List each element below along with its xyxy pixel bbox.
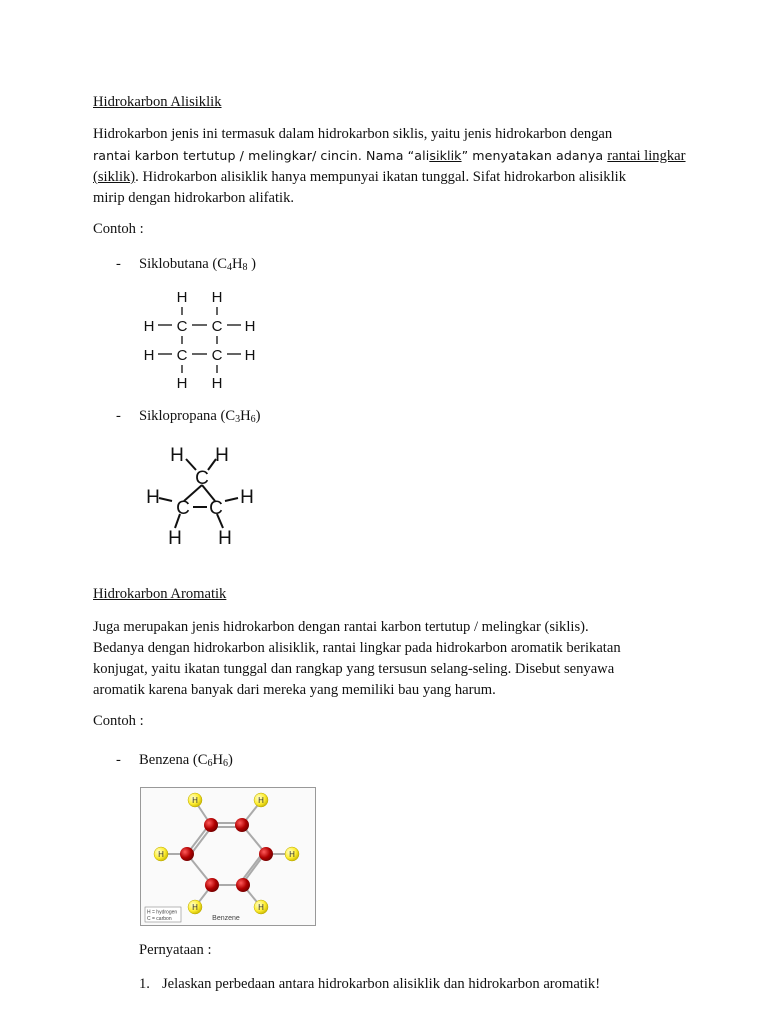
- atom-c: C: [211, 318, 223, 335]
- atom-c: C: [209, 498, 223, 519]
- atom-h: H: [240, 487, 254, 508]
- para-line: Juga merupakan jenis hidrokarbon dengan rantai karbon tertutup / melingkar (siklis).: [93, 619, 589, 635]
- section-title-alisiklik: Hidrokarbon Alisiklik: [93, 94, 222, 110]
- bullet-dash: -: [116, 256, 121, 272]
- atom-h: H: [215, 445, 229, 466]
- benzene-caption: Benzene: [212, 915, 240, 922]
- legend-carbon: C = carbon: [147, 916, 172, 922]
- para-line: mirip dengan hidrokarbon alifatik.: [93, 190, 295, 206]
- atom-h: H: [146, 487, 160, 508]
- questions-heading: Pernyataan :: [139, 942, 212, 958]
- atom-h: H: [258, 903, 264, 912]
- example-siklobutana: Siklobutana ($C_4H_8$ ): [139, 256, 257, 273]
- para-line: Bedanya dengan hidrokarbon alisiklik, rantai lingkar pada hidrokarbon aromatik berikatan: [93, 640, 621, 656]
- atom-h: H: [176, 375, 188, 392]
- benzene-model-image: [140, 787, 316, 926]
- question-number: 1.: [139, 976, 150, 992]
- cyclopropane-structure: [140, 440, 270, 550]
- atom-h: H: [168, 528, 182, 549]
- bullet-dash: -: [116, 408, 121, 424]
- bullet-dash: -: [116, 752, 121, 768]
- atom-h: H: [158, 850, 164, 859]
- example-benzena: Benzena $(C_6H_6)$: [139, 752, 233, 769]
- para-line: Hidrokarbon jenis ini termasuk dalam hidrokarbon siklis, yaitu jenis hidrokarbon dengan: [93, 126, 613, 142]
- atom-h: H: [289, 850, 295, 859]
- atom-h: H: [244, 347, 256, 364]
- example-siklopropana: Siklopropana $(C_3H_6)$: [139, 408, 261, 425]
- atom-c: C: [211, 347, 223, 364]
- atom-h: H: [211, 375, 223, 392]
- contoh-label: Contoh :: [93, 713, 144, 729]
- atom-c: C: [195, 468, 209, 489]
- alisiklik-paragraph: [93, 124, 686, 209]
- para-line: (siklik). Hidrokarbon alisiklik hanya mempunyai ikatan tunggal. Sifat hidrokarbon alisiklik: [93, 169, 626, 185]
- contoh-label: Contoh :: [93, 221, 144, 237]
- question-1-text: Jelaskan perbedaan antara hidrokarbon alisiklik dan hidrokarbon aromatik!: [162, 976, 601, 992]
- atom-h: H: [143, 318, 155, 335]
- para-line: konjugat, yaitu ikatan tunggal dan rangkap yang tersusun selang-seling. Disebut senyawa: [93, 661, 615, 677]
- atom-c: C: [176, 318, 188, 335]
- atom-h: H: [211, 289, 223, 306]
- atom-h: H: [192, 796, 198, 805]
- atom-c: C: [176, 347, 188, 364]
- atom-h: H: [176, 289, 188, 306]
- atom-h: H: [143, 347, 155, 364]
- aromatik-paragraph: [93, 617, 675, 701]
- section-title-aromatik: Hidrokarbon Aromatik: [93, 586, 227, 602]
- legend-hydrogen: H = hydrogen: [147, 909, 178, 916]
- atom-c: C: [176, 498, 190, 519]
- cyclobutane-structure: [130, 284, 270, 394]
- para-line: aromatik karena banyak dari mereka yang memiliki bau yang harum.: [93, 682, 496, 698]
- atom-h: H: [170, 445, 184, 466]
- atom-h: H: [218, 528, 232, 549]
- atom-h: H: [258, 796, 264, 805]
- atom-h: H: [244, 318, 256, 335]
- atom-h: H: [192, 903, 198, 912]
- para-line: rantai karbon tertutup / melingkar/ cincin. Nama “alisiklik” menyatakan adanya rantai lingkar: [93, 148, 686, 164]
